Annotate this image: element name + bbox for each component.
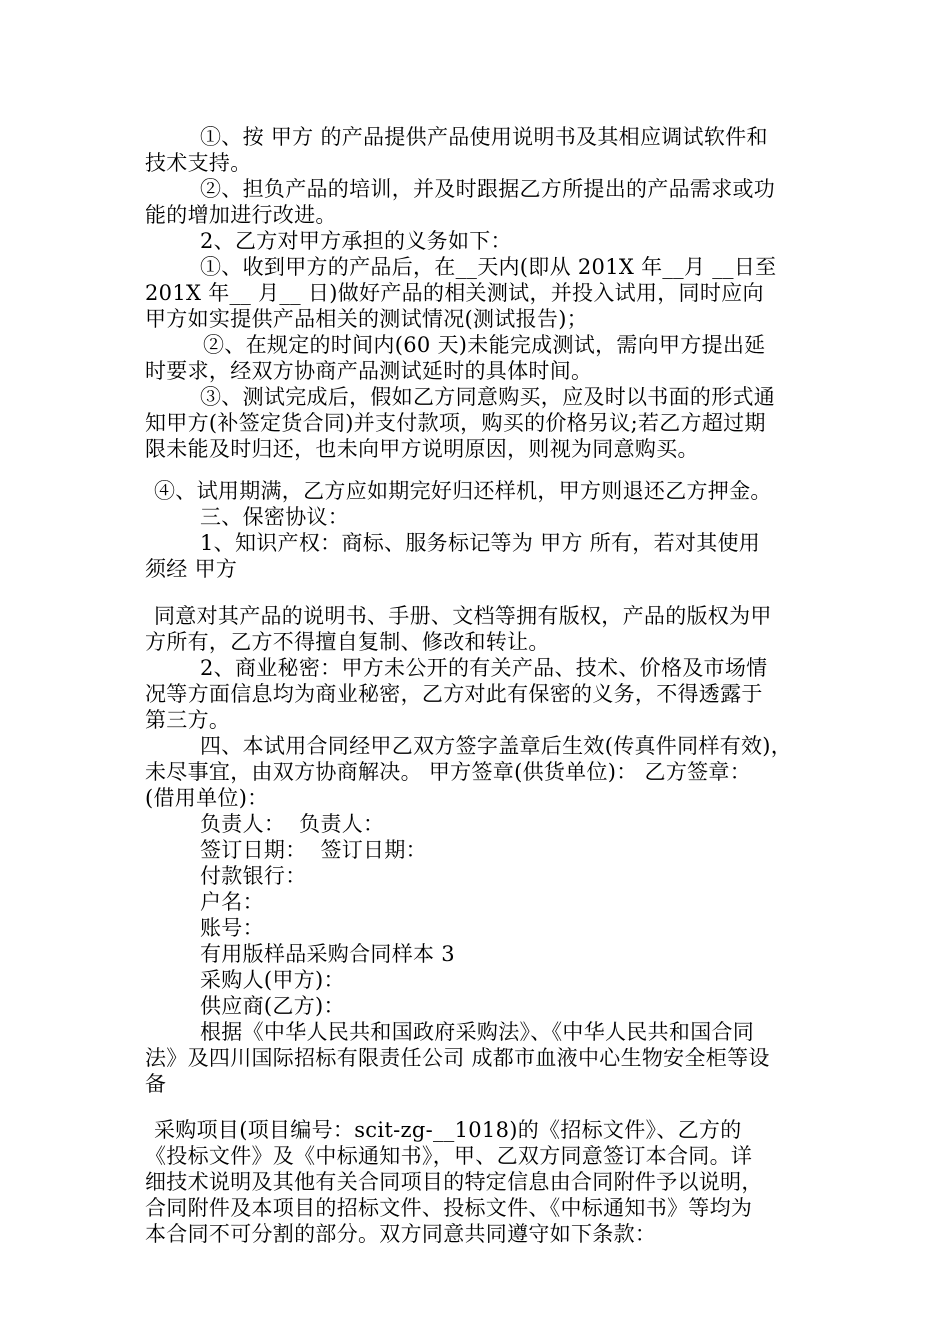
text-line: (借用单位)： [145,786,269,810]
text-line: 2、商业秘密：甲方未公开的有关产品、技术、价格及市场情 [200,656,768,680]
text-line: ④、试用期满，乙方应如期完好归还样机，甲方则退还乙方押金。 [154,479,772,503]
text-line: 合同附件及本项目的招标文件、投标文件、《中标通知书》等均为 [145,1196,753,1220]
text-line: ②、担负产品的培训，并及时跟据乙方所提出的产品需求或功 [200,177,776,201]
text-line: 根据《中华人民共和国政府采购法》、《中华人民共和国合同 [200,1020,755,1044]
text-line: ③、测试完成后，假如乙方同意购买，应及时以书面的形式通 [200,385,776,409]
text-line: 时要求，经双方协商产品测试延时的具体时间。 [145,359,593,383]
text-line: 本合同不可分割的部分。双方同意共同遵守如下条款： [145,1222,657,1246]
text-line: 付款银行： [200,864,307,888]
text-line: 须经 甲方 [145,557,238,581]
text-line: 户名： [200,890,264,914]
text-line: 1、知识产权：商标、服务标记等为 甲方 所有，若对其使用 [200,531,761,555]
text-line: 甲方如实提供产品相关的测试情况(测试报告)； [145,307,588,331]
text-line: 账号： [200,916,264,940]
text-line: 《投标文件》及《中标通知书》，甲、乙双方同意签订本合同。详 [145,1144,753,1168]
text-line: 负责人： 负责人： [200,812,385,836]
text-line: 技术支持。 [145,151,252,175]
text-line: 有用版样品采购合同样本 3 [200,942,455,966]
text-line: ②、在规定的时间内(60 天)未能完成测试，需向甲方提出延 [203,333,766,357]
text-line: 第三方。 [145,708,231,732]
text-line: 备 [145,1072,167,1096]
text-line: 能的增加进行改进。 [145,203,337,227]
text-line: 未尽事宜，由双方协商解决。 甲方签章(供货单位)： 乙方签章： [145,760,752,784]
text-line: 三、保密协议： [200,505,350,529]
text-line: 采购项目(项目编号：scit-zg-__1018)的《招标文件》、乙方的 [154,1118,742,1142]
text-line: 细技术说明及其他有关合同项目的特定信息由合同附件予以说明， [145,1170,763,1194]
text-line: 四、本试用合同经甲乙双方签字盖章后生效(传真件同样有效)， [200,734,793,758]
text-line: 知甲方(补签定货合同)并支付款项，购买的价格另议;若乙方超过期 [145,411,766,435]
text-line: 方所有，乙方不得擅自复制、修改和转让。 [145,630,550,654]
text-line: 况等方面信息均为商业秘密，乙方对此有保密的义务，不得透露于 [145,682,763,706]
text-line: ①、收到甲方的产品后，在__天内(即从 201X 年__月 __日至 [200,255,777,279]
text-line: 限未能及时归还，也未向甲方说明原因，则视为同意购买。 [145,437,699,461]
text-line: 同意对其产品的说明书、手册、文档等拥有版权，产品的版权为甲 [154,604,772,628]
text-line: 法》及四川国际招标有限责任公司 成都市血液中心生物安全柜等设 [145,1046,770,1070]
text-line: 采购人(甲方)： [200,968,345,992]
text-line: 201X 年__ 月__ 日)做好产品的相关测试，并投入试用，同时应向 [145,281,764,305]
text-line: ①、按 甲方 的产品提供产品使用说明书及其相应调试软件和 [200,125,768,149]
text-line: 2、乙方对甲方承担的义务如下： [200,229,512,253]
text-line: 供应商(乙方)： [200,994,345,1018]
text-line: 签订日期： 签订日期： [200,838,427,862]
